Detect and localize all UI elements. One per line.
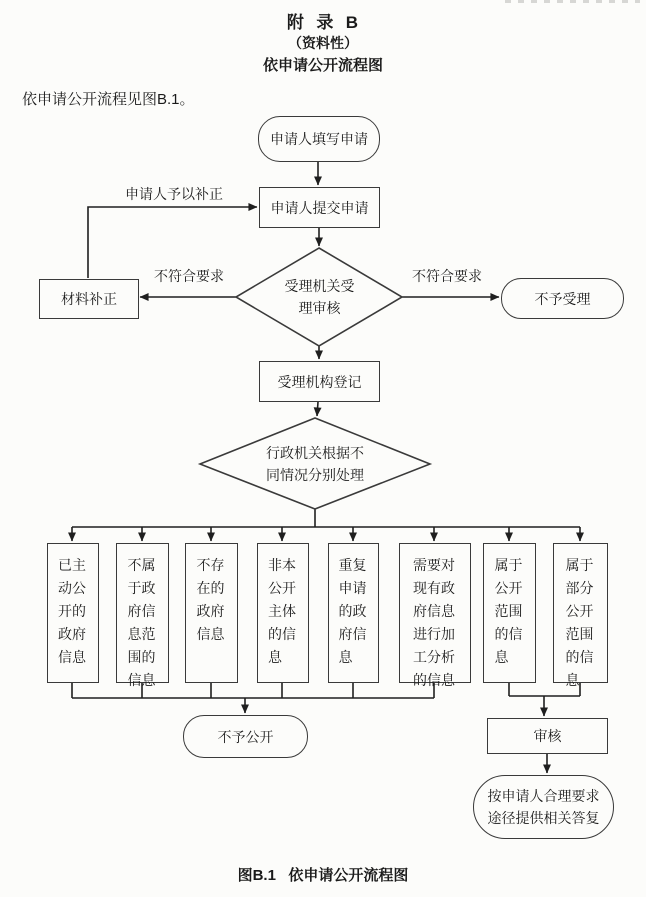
branch-label: 非本公开主体的信息 [268,557,296,665]
register-node: 受理机构登记 [259,361,380,402]
branch-box-not-this-subject [257,543,309,683]
accept-review-decision [247,275,392,319]
branch-label: 属于公开范围的信息 [494,557,523,665]
branch-label: 需要对现有政府信息进行加工分析的信息 [413,557,455,688]
material-correction-node: 材料补正 [39,279,139,319]
start-node: 申请人填写申请 [258,116,380,162]
branch-label: 属于部分公开范围的信息 [565,557,594,688]
reply-node [473,775,614,839]
submit-node: 申请人提交申请 [259,187,380,228]
branch-box-already-disclosed [47,543,99,683]
appendix-subtitle: （资料性） [288,35,358,51]
figure-caption: 图B.1 依申请公开流程图 [237,867,409,884]
branch-label: 重复申请的政府信息 [338,557,367,665]
edge-label-not-meet-left: 不符合要求 [154,268,224,284]
appendix-heading: 依申请公开流程图 [262,57,383,74]
dispatch-decision [235,441,395,487]
edge-label-correction: 申请人予以补正 [125,186,223,202]
review-node: 审核 [487,718,608,754]
dispatch-decision-label: 行政机关根据不同情况分别处理 [266,445,364,483]
branch-box-nonexistent [185,543,238,683]
branch-label: 不属于政府信息范围的信息 [127,557,156,688]
branch-box-repeated-request [328,543,379,683]
reply-node-label: 按申请人合理要求途径提供相关答复 [487,788,600,826]
branch-box-needs-processing [399,543,471,688]
branch-label: 不存在的政府信息 [196,557,225,642]
branch-box-disclosable [483,543,536,683]
edge-label-not-meet-right: 不符合要求 [412,268,482,284]
branch-box-not-gov-info [116,543,169,688]
accept-review-decision-label: 受理机关受理审核 [284,278,355,316]
no-disclosure-node: 不予公开 [183,715,308,758]
not-accepted-node: 不予受理 [501,278,624,319]
appendix-title: 附 录 B [286,13,360,32]
branch-label: 已主动公开的政府信息 [58,557,86,665]
branch-box-partially-disclosable [553,543,608,688]
intro-paragraph: 依申请公开流程见图B.1。 [22,91,195,108]
